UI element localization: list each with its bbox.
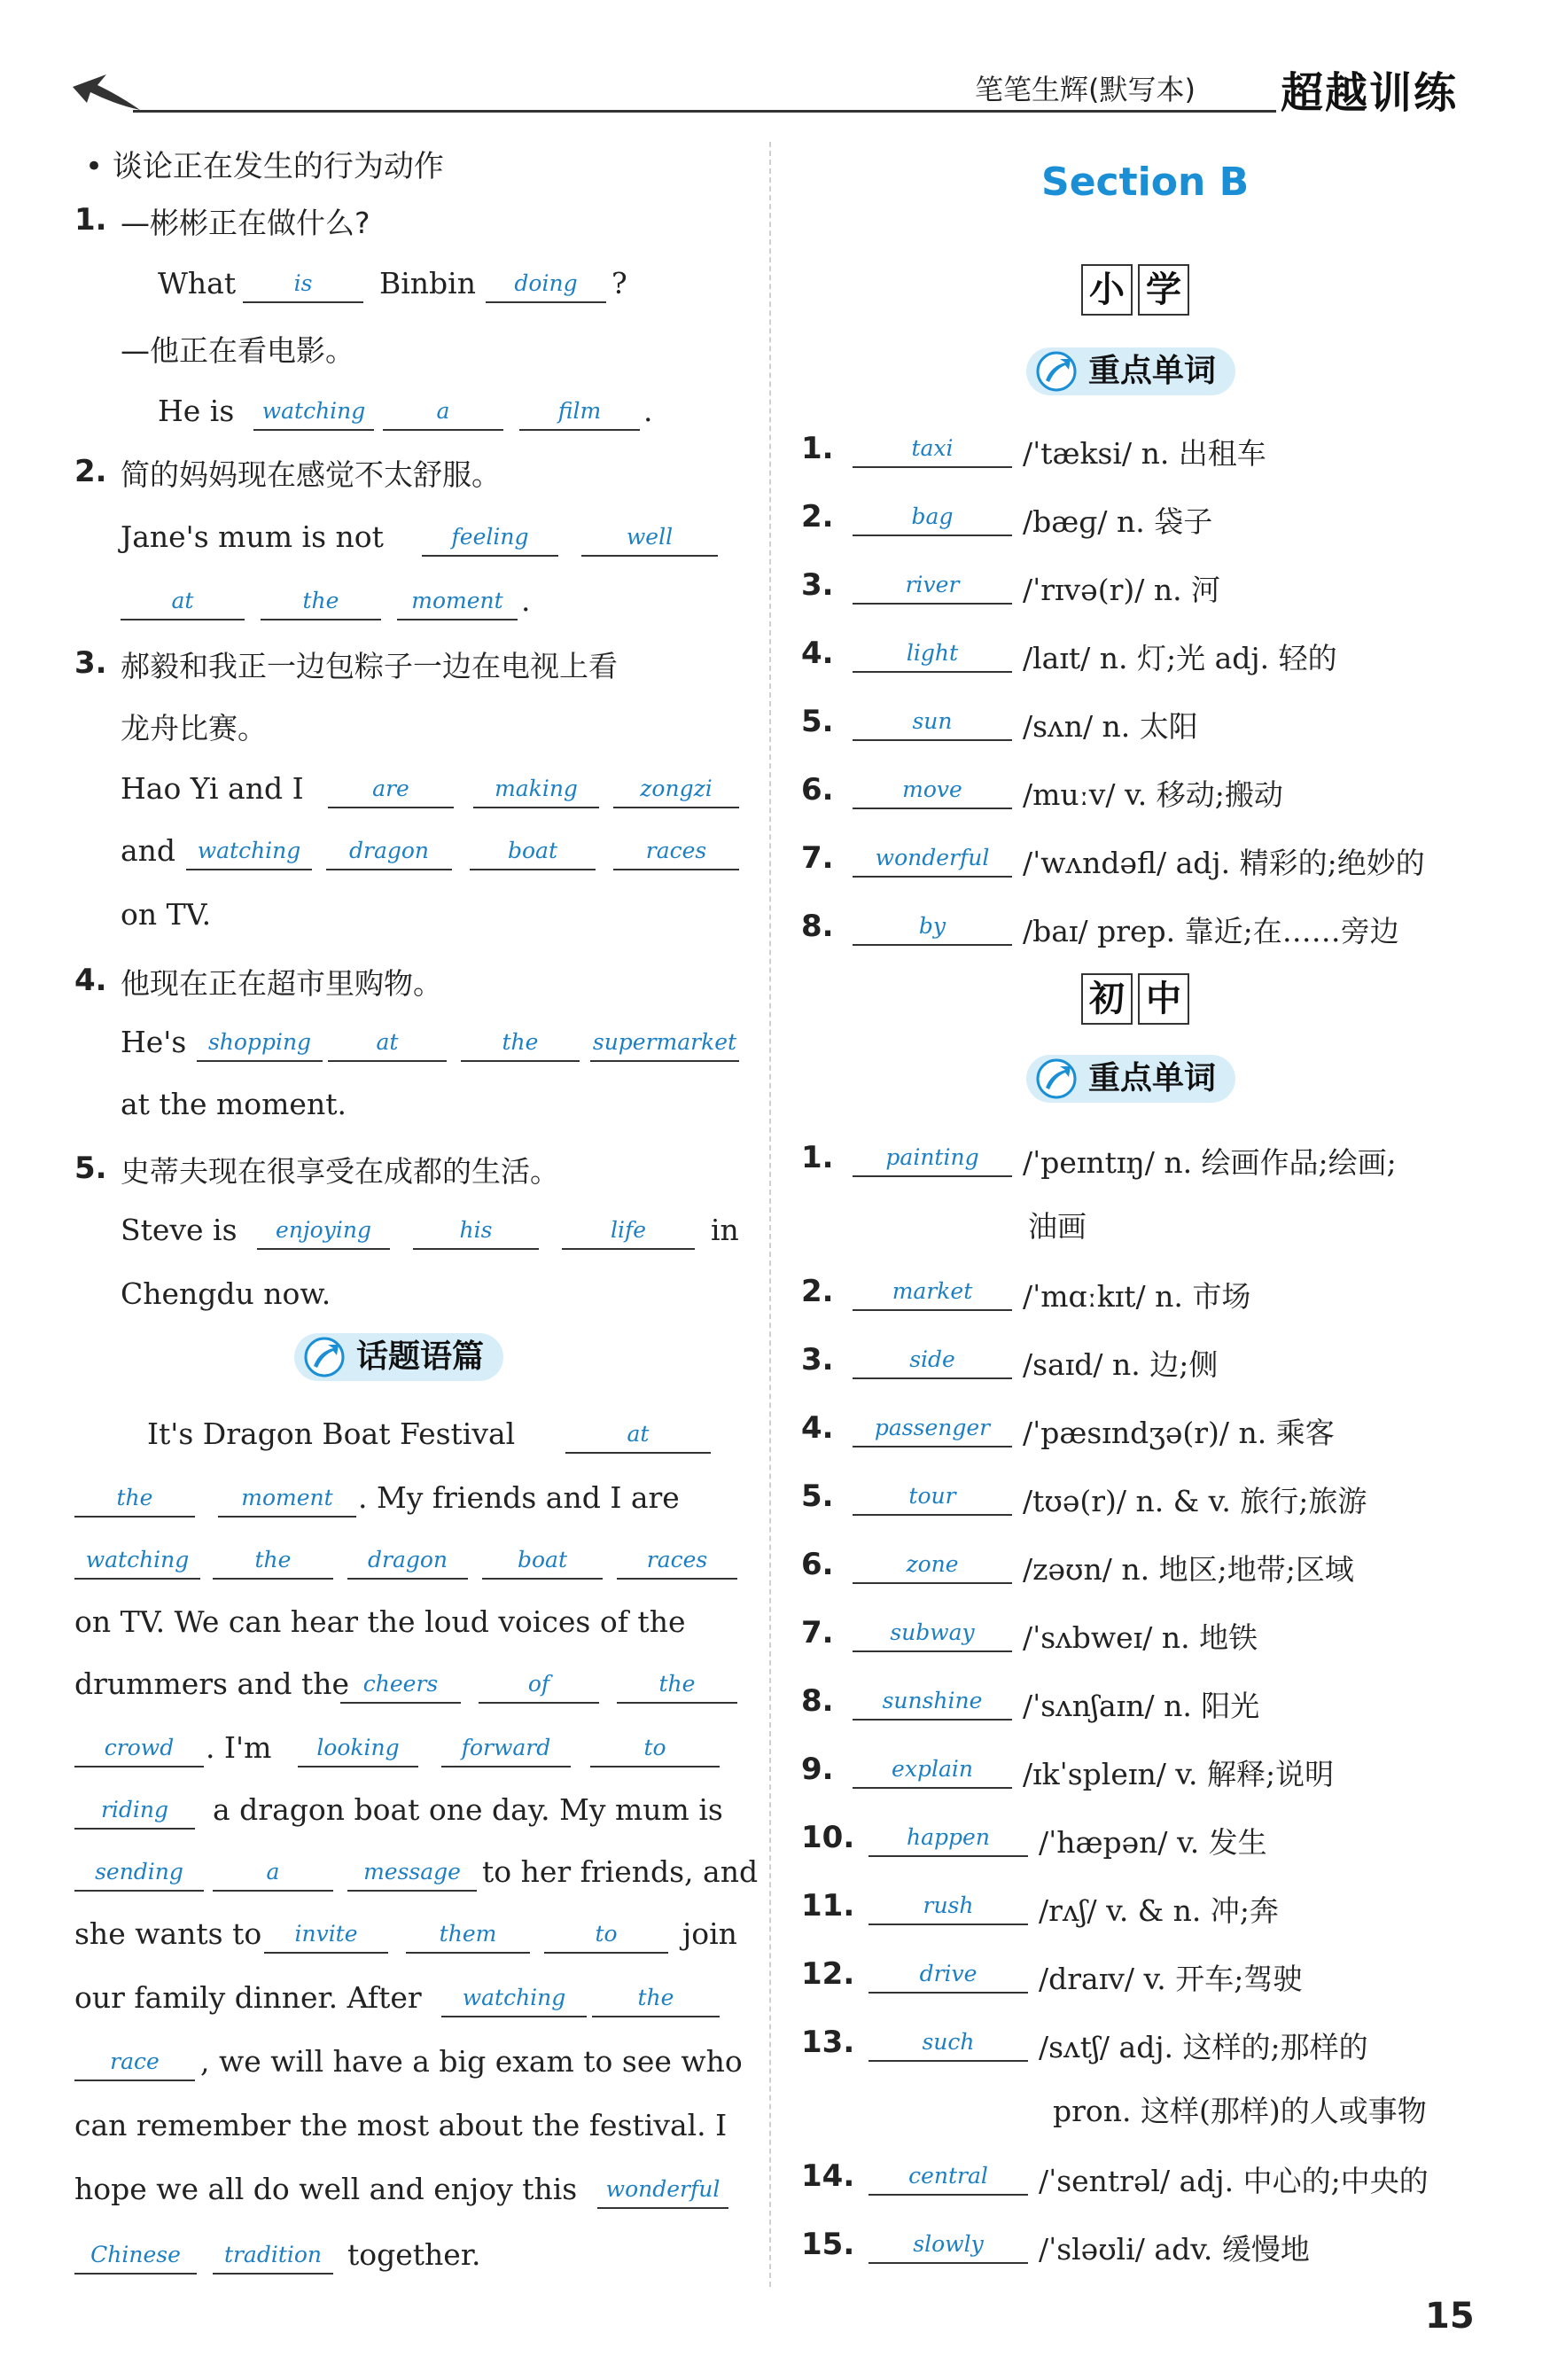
q1-period: . xyxy=(643,394,653,428)
word-definition: /ˈsʌbweɪ/ n. 地铁 xyxy=(1023,1620,1258,1655)
passage-line-8b: join xyxy=(682,1916,737,1951)
word-number: 11. xyxy=(801,1888,855,1924)
word-answer-blank[interactable]: move xyxy=(853,770,1012,809)
passage-blank-5[interactable]: the xyxy=(213,1541,333,1580)
q3-prefix: Hao Yi and I xyxy=(121,771,304,806)
q4-blank-1[interactable]: shopping xyxy=(197,1023,323,1062)
primary-head-char-2: 学 xyxy=(1138,264,1189,316)
word-definition-continued: 油画 xyxy=(1028,1209,1087,1244)
page-header xyxy=(0,0,1550,124)
word-number: 4. xyxy=(801,1410,834,1446)
word-definition: /ˈsləʊli/ adv. 缓慢地 xyxy=(1039,2232,1310,2267)
word-definition: /ɪkˈspleɪn/ v. 解释;说明 xyxy=(1023,1757,1335,1791)
q3-blank-4[interactable]: watching xyxy=(186,831,312,870)
passage-blank-14[interactable]: forward xyxy=(441,1728,571,1767)
q1-chinese-1: —彬彬正在做什么? xyxy=(121,206,370,240)
passage-blank-12[interactable]: crowd xyxy=(74,1728,204,1767)
word-answer-blank[interactable]: sunshine xyxy=(853,1682,1012,1721)
passage-blank-11[interactable]: the xyxy=(617,1665,737,1704)
passage-blank-7[interactable]: boat xyxy=(482,1541,603,1580)
passage-blank-8[interactable]: races xyxy=(617,1541,737,1580)
word-number: 9. xyxy=(801,1752,834,1787)
q5-blank-3[interactable]: life xyxy=(562,1211,695,1250)
passage-line-7: to her friends, and xyxy=(482,1854,759,1889)
word-answer-blank[interactable]: light xyxy=(853,634,1012,673)
q1-what: What xyxy=(158,266,237,300)
word-answer-blank[interactable]: such xyxy=(868,2023,1028,2062)
word-definition: /saɪd/ n. 边;侧 xyxy=(1023,1347,1219,1382)
word-number: 7. xyxy=(801,1615,834,1650)
q5-prefix: Steve is xyxy=(121,1213,238,1247)
word-answer-blank[interactable]: drive xyxy=(868,1955,1028,1994)
key-words-heading-primary xyxy=(1026,347,1235,395)
passage-line-2: . My friends and I are xyxy=(358,1480,680,1515)
q5-number: 5. xyxy=(74,1151,107,1186)
q5-blank-1[interactable]: enjoying xyxy=(257,1211,390,1250)
word-number: 12. xyxy=(801,1956,855,1992)
passage-blank-19[interactable]: message xyxy=(347,1853,477,1892)
q3-blank-7[interactable]: races xyxy=(613,831,739,870)
q1-heis: He is xyxy=(158,394,235,428)
passage-blank-18[interactable]: a xyxy=(213,1853,333,1892)
word-definition-continued: pron. 这样(那样)的人或事物 xyxy=(1053,2094,1427,2128)
word-definition: /bæɡ/ n. 袋子 xyxy=(1023,504,1213,539)
q1-blank-1[interactable]: is xyxy=(243,264,363,303)
word-definition: /sʌn/ n. 太阳 xyxy=(1023,709,1198,744)
passage-blank-6[interactable]: dragon xyxy=(347,1541,468,1580)
q1-blank-5[interactable]: film xyxy=(519,392,640,431)
word-definition: /ˈpeɪntɪŋ/ n. 绘画作品;绘画; xyxy=(1023,1145,1397,1180)
passage-blank-20[interactable]: invite xyxy=(264,1915,388,1954)
q2-blank-2[interactable]: well xyxy=(581,518,718,557)
word-definition: /rʌʃ/ v. & n. 冲;奔 xyxy=(1039,1893,1280,1928)
word-definition: /ˈpæsɪndʒə(r)/ n. 乘客 xyxy=(1023,1416,1335,1450)
q2-blank-4[interactable]: the xyxy=(261,581,381,620)
passage-line-8: she wants to xyxy=(74,1916,262,1951)
word-number: 15. xyxy=(801,2227,855,2262)
passage-blank-1[interactable]: at xyxy=(565,1415,711,1454)
word-answer-blank[interactable]: zone xyxy=(853,1545,1012,1584)
q3-blank-3[interactable]: zongzi xyxy=(613,769,739,808)
word-number: 10. xyxy=(801,1820,855,1855)
word-definition: /ˈsʌnʃaɪn/ n. 阳光 xyxy=(1023,1689,1260,1723)
word-answer-blank[interactable]: side xyxy=(853,1340,1012,1379)
word-definition: /muːv/ v. 移动;搬动 xyxy=(1023,777,1283,812)
word-definition: /zəʊn/ n. 地区;地带;区域 xyxy=(1023,1552,1354,1587)
passage-blank-16[interactable]: riding xyxy=(74,1791,195,1830)
key-words-heading-junior xyxy=(1026,1055,1235,1103)
word-definition: /ˈtæksi/ n. 出租车 xyxy=(1023,436,1266,471)
passage-line-4: drummers and the xyxy=(74,1666,350,1701)
q4-postfix: at the moment. xyxy=(121,1087,347,1121)
q2-blank-5[interactable]: moment xyxy=(397,581,518,620)
word-definition: /sʌtʃ/ adj. 这样的;那样的 xyxy=(1039,2030,1368,2064)
page-number: 15 xyxy=(1425,2296,1475,2337)
primary-school-head xyxy=(1081,264,1189,316)
swoosh-arrow-icon xyxy=(71,69,142,113)
passage-blank-3[interactable]: moment xyxy=(218,1479,356,1518)
passage-line-13: together. xyxy=(347,2237,481,2272)
passage-blank-25[interactable]: race xyxy=(74,2042,195,2081)
passage-line-3: on TV. We can hear the loud voices of the xyxy=(74,1604,686,1639)
word-answer-blank[interactable]: central xyxy=(868,2157,1028,2196)
key-words-label: 重点单词 xyxy=(1088,1060,1217,1096)
topic-passage-heading xyxy=(294,1333,503,1381)
word-answer-blank[interactable]: taxi xyxy=(853,429,1012,468)
word-number: 5. xyxy=(801,1479,834,1514)
word-answer-blank[interactable]: sun xyxy=(853,702,1012,741)
word-number: 1. xyxy=(801,1140,834,1175)
word-number: 2. xyxy=(801,1274,834,1309)
series-title: 笔笔生辉(默写本) xyxy=(975,73,1196,106)
brand-title: 超越训练 xyxy=(1281,68,1459,118)
passage-blank-23[interactable]: watching xyxy=(441,1978,587,2017)
q2-blank-3[interactable]: at xyxy=(121,581,245,620)
q4-number: 4. xyxy=(74,963,107,998)
passage-line-10: , we will have a big exam to see who xyxy=(200,2044,743,2079)
q3-blank-1[interactable]: are xyxy=(328,769,454,808)
word-answer-blank[interactable]: by xyxy=(853,907,1012,946)
passage-blank-17[interactable]: sending xyxy=(74,1853,204,1892)
passage-blank-27[interactable]: Chinese xyxy=(74,2236,197,2275)
q1-binbin: Binbin xyxy=(379,266,476,300)
passage-blank-28[interactable]: tradition xyxy=(213,2236,333,2275)
q5-chinese: 史蒂夫现在很享受在成都的生活。 xyxy=(121,1154,559,1189)
q2-chinese: 简的妈妈现在感觉不太舒服。 xyxy=(121,457,501,492)
topic-passage-label: 话题语篇 xyxy=(356,1338,485,1375)
q4-blank-3[interactable]: the xyxy=(461,1023,580,1062)
word-answer-blank[interactable]: passenger xyxy=(853,1408,1012,1448)
word-answer-blank[interactable]: slowly xyxy=(868,2225,1028,2264)
q1-blank-2[interactable]: doing xyxy=(486,264,606,303)
word-definition: /tʊə(r)/ n. & v. 旅行;旅游 xyxy=(1023,1484,1367,1518)
q1-blank-4[interactable]: a xyxy=(383,392,503,431)
word-number: 2. xyxy=(801,499,834,535)
word-number: 14. xyxy=(801,2158,855,2194)
q3-blank-6[interactable]: boat xyxy=(470,831,596,870)
passage-blank-2[interactable]: the xyxy=(74,1479,195,1518)
word-number: 5. xyxy=(801,704,834,739)
q3-number: 3. xyxy=(74,645,107,681)
q1-chinese-2: —他正在看电影。 xyxy=(121,333,354,368)
word-number: 3. xyxy=(801,1342,834,1377)
q1-number: 1. xyxy=(74,202,107,238)
junior-head-char-1: 初 xyxy=(1081,973,1133,1025)
q5-in: in xyxy=(711,1213,739,1247)
swoosh-badge-icon xyxy=(303,1336,346,1378)
q1-blank-3[interactable]: watching xyxy=(253,392,374,431)
q3-blank-5[interactable]: dragon xyxy=(326,831,452,870)
passage-blank-10[interactable]: of xyxy=(479,1665,599,1704)
word-answer-blank[interactable]: market xyxy=(853,1272,1012,1311)
q4-blank-4[interactable]: supermarket xyxy=(590,1023,739,1062)
q4-prefix: He's xyxy=(121,1025,187,1059)
swoosh-badge-icon xyxy=(1035,1057,1078,1100)
swoosh-badge-icon xyxy=(1035,350,1078,393)
passage-line-6: a dragon boat one day. My mum is xyxy=(213,1792,723,1827)
passage-blank-13[interactable]: looking xyxy=(298,1728,418,1767)
word-number: 7. xyxy=(801,840,834,876)
word-number: 1. xyxy=(801,431,834,466)
primary-head-char-1: 小 xyxy=(1081,264,1133,316)
word-answer-blank[interactable]: happen xyxy=(868,1818,1028,1857)
q3-chinese-1: 郝毅和我正一边包粽子一边在电视上看 xyxy=(121,649,618,683)
section-b-title: Section B xyxy=(1041,160,1250,205)
word-number: 3. xyxy=(801,567,834,603)
word-definition: /ˈhæpən/ v. 发生 xyxy=(1039,1825,1267,1860)
passage-line-11: can remember the most about the festival. I xyxy=(74,2108,728,2142)
word-answer-blank[interactable]: explain xyxy=(853,1750,1012,1789)
column-divider xyxy=(769,142,771,2287)
word-answer-blank[interactable]: painting xyxy=(853,1138,1012,1177)
passage-blank-24[interactable]: the xyxy=(592,1978,720,2017)
header-rule xyxy=(133,110,1276,113)
word-definition: /baɪ/ prep. 靠近;在……旁边 xyxy=(1023,914,1399,948)
word-answer-blank[interactable]: wonderful xyxy=(853,839,1012,878)
passage-line-5: . I'm xyxy=(206,1730,272,1765)
q2-prefix: Jane's mum is not xyxy=(121,519,384,554)
word-definition: /ˈrɪvə(r)/ n. 河 xyxy=(1023,573,1221,607)
word-definition: /ˈsentrəl/ adj. 中心的;中央的 xyxy=(1039,2164,1429,2198)
q2-blank-1[interactable]: feeling xyxy=(422,518,558,557)
word-definition: /ˈwʌndəfl/ adj. 精彩的;绝妙的 xyxy=(1023,846,1425,880)
q4-blank-2[interactable]: at xyxy=(328,1023,447,1062)
passage-blank-4[interactable]: watching xyxy=(74,1541,200,1580)
word-number: 8. xyxy=(801,909,834,944)
topic-heading: • 谈论正在发生的行为动作 xyxy=(85,149,444,184)
passage-blank-26[interactable]: wonderful xyxy=(597,2170,728,2209)
word-number: 6. xyxy=(801,772,834,808)
passage-blank-21[interactable]: them xyxy=(406,1915,530,1954)
key-words-label: 重点单词 xyxy=(1088,353,1217,389)
passage-line-9: our family dinner. After xyxy=(74,1980,422,2015)
word-answer-blank[interactable]: rush xyxy=(868,1886,1028,1925)
q3-and: and xyxy=(121,833,176,868)
word-definition: /ˈmɑːkɪt/ n. 市场 xyxy=(1023,1279,1251,1314)
word-answer-blank[interactable]: bag xyxy=(853,497,1012,536)
word-definition: /laɪt/ n. 灯;光 adj. 轻的 xyxy=(1023,641,1337,675)
word-answer-blank[interactable]: river xyxy=(853,566,1012,605)
passage-blank-22[interactable]: to xyxy=(544,1915,668,1954)
q5-blank-2[interactable]: his xyxy=(413,1211,539,1250)
word-definition: /draɪv/ v. 开车;驾驶 xyxy=(1039,1962,1303,1996)
q2-number: 2. xyxy=(74,454,107,489)
passage-blank-15[interactable]: to xyxy=(590,1728,720,1767)
q2-period: . xyxy=(521,583,531,618)
passage-line-1: It's Dragon Boat Festival xyxy=(147,1416,516,1451)
word-number: 13. xyxy=(801,2025,855,2060)
q3-chinese-2: 龙舟比赛。 xyxy=(121,711,267,745)
word-answer-blank[interactable]: tour xyxy=(853,1477,1012,1516)
word-answer-blank[interactable]: subway xyxy=(853,1613,1012,1652)
q4-chinese: 他现在正在超市里购物。 xyxy=(121,966,442,1001)
junior-head-char-2: 中 xyxy=(1138,973,1189,1025)
word-number: 8. xyxy=(801,1683,834,1719)
q3-postfix: on TV. xyxy=(121,897,212,932)
passage-blank-9[interactable]: cheers xyxy=(340,1665,461,1704)
word-number: 6. xyxy=(801,1547,834,1582)
word-number: 4. xyxy=(801,636,834,671)
q5-postfix: Chengdu now. xyxy=(121,1276,331,1311)
junior-school-head xyxy=(1081,973,1189,1025)
q3-blank-2[interactable]: making xyxy=(473,769,599,808)
q1-qmark: ? xyxy=(611,266,627,300)
passage-line-12: hope we all do well and enjoy this xyxy=(74,2172,578,2206)
